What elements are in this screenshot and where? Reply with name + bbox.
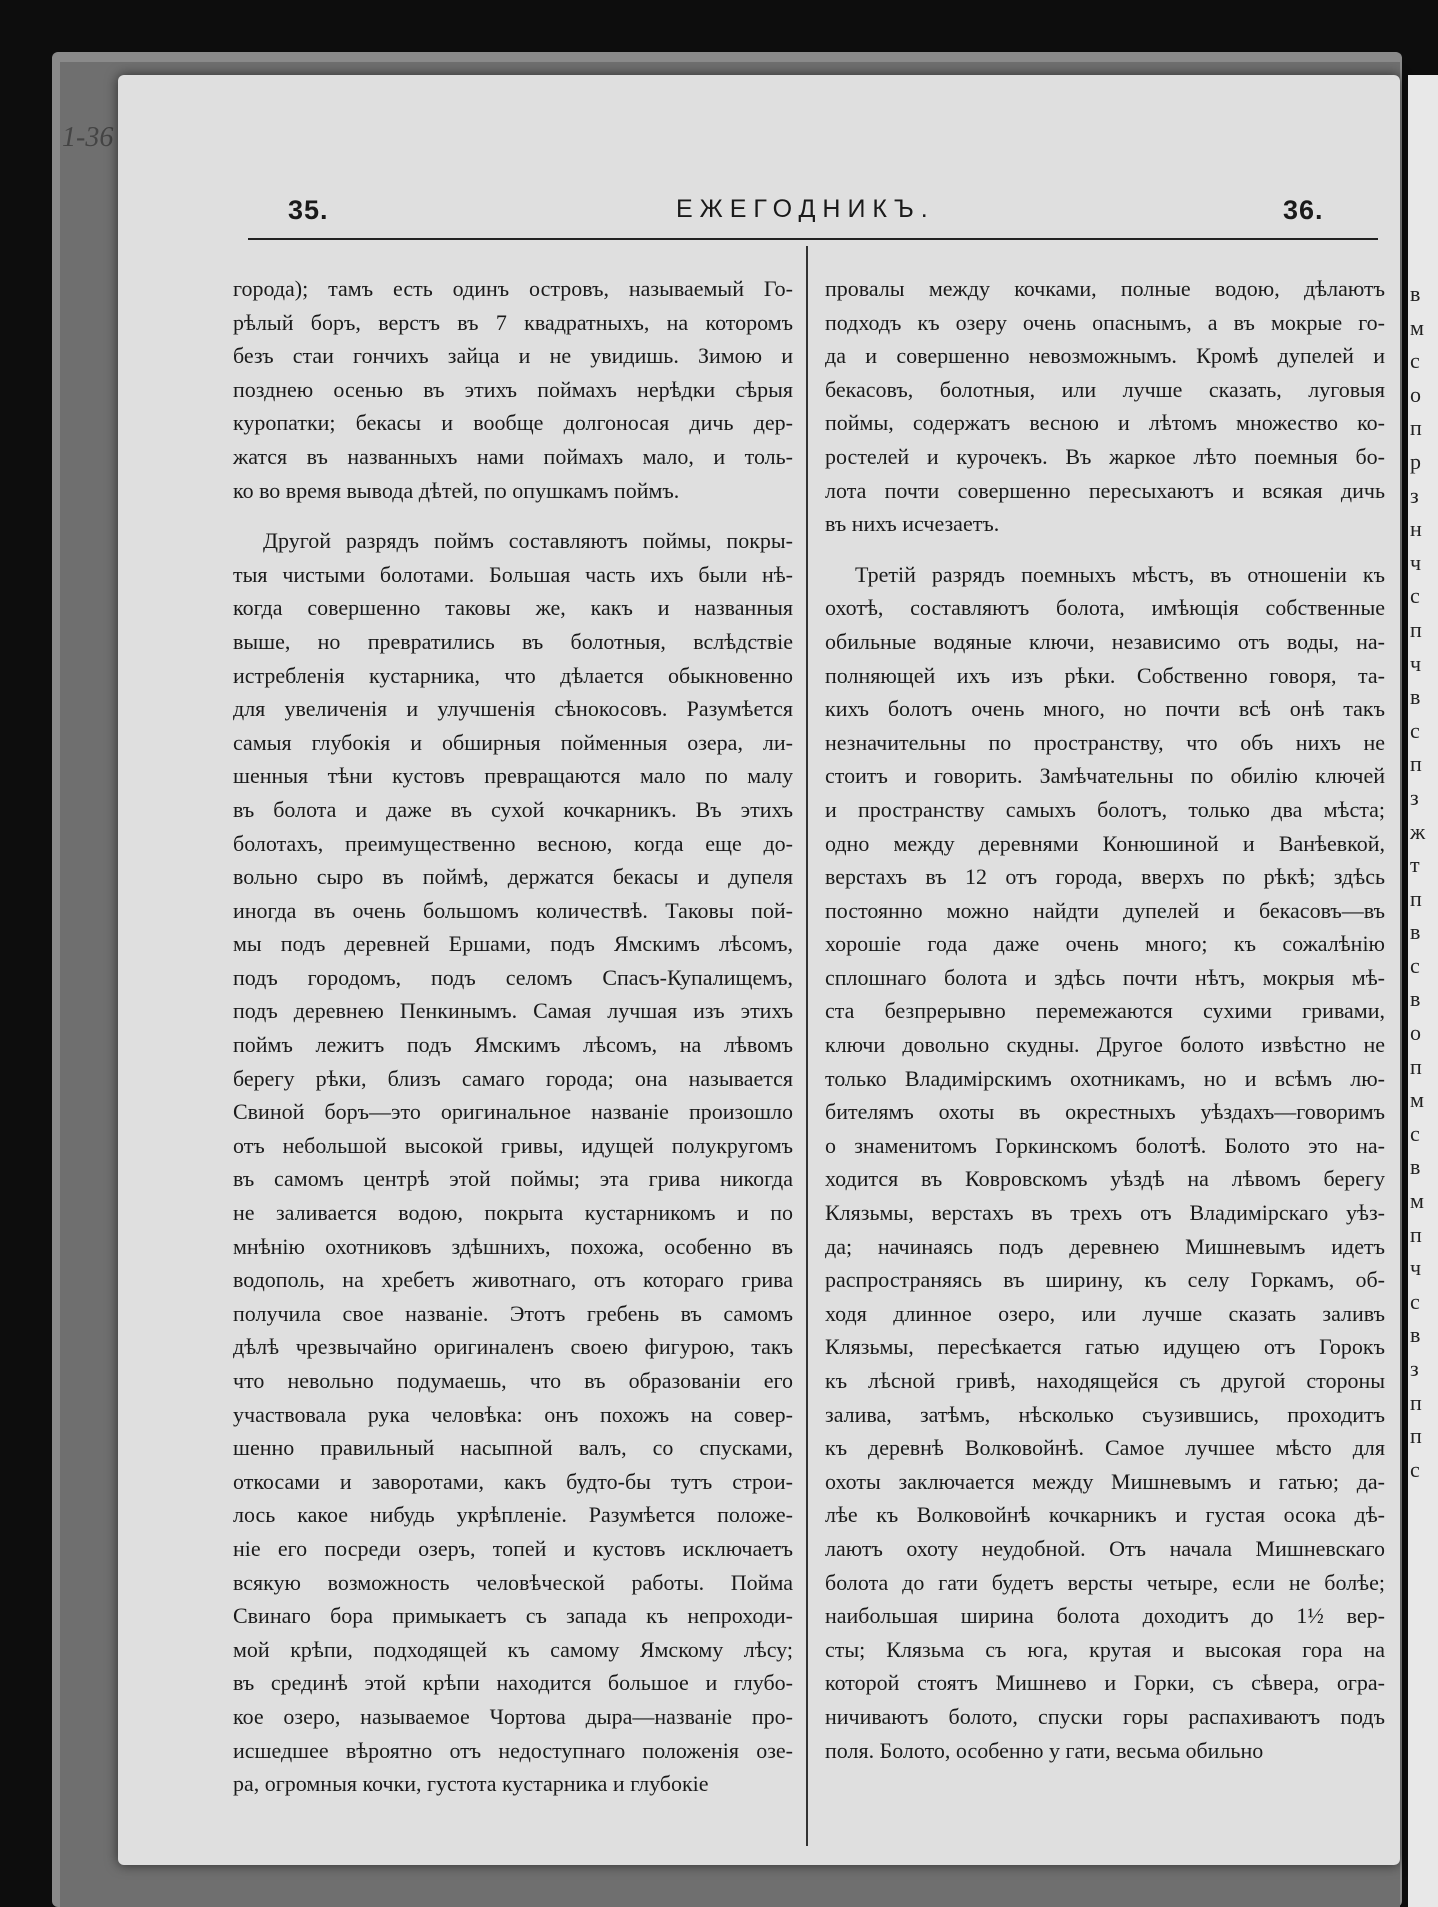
text-line: обильные водяные ключи, независимо отъ воды, на- (825, 628, 1385, 654)
edge-letter: п (1410, 616, 1422, 642)
text-line: всякую возможность человѣческой работы. Пойма (233, 1569, 793, 1595)
header-rule (248, 238, 1378, 240)
edge-letter: в (1410, 986, 1421, 1012)
text-line: распространяясь въ ширину, къ селу Горкамъ, об- (825, 1267, 1385, 1293)
text-line: сплошнаго болота и здѣсь почти нѣтъ, мокрыя мѣ- (825, 964, 1385, 990)
text-line: водополь, на хребетъ животнаго, отъ котораго грива (233, 1267, 793, 1293)
edge-letter: ч (1410, 549, 1422, 575)
text-line: сты; Клязьма съ юга, крутая и высокая гора на (825, 1636, 1385, 1662)
text-line: провалы между кочками, полные водою, дѣлаютъ (825, 276, 1385, 301)
text-line: подходъ къ озеру очень опаснымъ, а въ мокрые го- (825, 309, 1385, 335)
text-line: выше, но превратились въ болотныя, вслѣдствіе (233, 628, 793, 654)
text-line: наибольшая ширина болота доходитъ до 1½ вер- (825, 1603, 1385, 1629)
text-line: Свиной боръ—это оригинальное названіе произошло (233, 1099, 793, 1125)
text-line: поймъ лежитъ подъ Ямскимъ лѣсомъ, на лѣвомъ (233, 1032, 793, 1058)
text-line: о знаменитомъ Горкинскомъ болотѣ. Болото это на- (825, 1132, 1385, 1158)
text-line: дѣлѣ чрезвычайно оригиналенъ своею фигурою, такъ (233, 1334, 793, 1360)
text-line: и пространству самыхъ болотъ, только два мѣста; (825, 796, 1385, 822)
edge-letter: п (1410, 415, 1422, 441)
edge-letter: в (1410, 1322, 1421, 1348)
text-line: бекасовъ, болотныя, или лучше сказать, луговыя (825, 376, 1385, 402)
running-title: ЕЖЕГОДНИКЪ. (676, 195, 935, 223)
text-line: ста безпрерывно перемежаются сухими гривами, (825, 998, 1385, 1024)
edge-letter: н (1410, 516, 1422, 542)
text-line: ніе его посреди озеръ, топей и кустовъ исключаетъ (233, 1535, 793, 1561)
text-line: Клязьмы, верстахъ въ трехъ отъ Владимірскаго уѣз- (825, 1200, 1385, 1226)
text-line: безъ стаи гончихъ зайца и не увидишь. Зимою и (233, 343, 793, 369)
margin-note: 1-36 (62, 122, 114, 153)
edge-letter: с (1410, 1120, 1420, 1146)
text-line: незначительны по пространству, что объ нихъ не (825, 729, 1385, 755)
text-line: полняющей ихъ изъ рѣки. Собственно говоря, та- (825, 662, 1385, 688)
text-line: къ лѣсной гривѣ, находящейся съ другой стороны (825, 1368, 1385, 1393)
text-line: охоты заключается между Мишневымъ и гатью; да- (825, 1468, 1385, 1494)
text-line: постоянно можно найдти дупелей и бекасовъ—въ (825, 897, 1385, 923)
text-line: кихъ болотъ очень много, но почти всѣ онѣ такъ (825, 696, 1385, 722)
text-line: участвовала рука человѣка: онъ похожъ на совер- (233, 1401, 793, 1427)
edge-letter: с (1410, 1288, 1420, 1314)
edge-letter: п (1410, 1389, 1422, 1415)
text-line: въ самомъ центрѣ этой поймы; эта грива никогда (233, 1166, 793, 1192)
right-page-number: 36. (1283, 195, 1324, 225)
text-line: шенныя тѣни кустовъ превращаются мало по малу (233, 763, 793, 789)
text-line: Третій разрядъ поемныхъ мѣстъ, въ отношеніи къ (855, 561, 1385, 587)
edge-letter: з (1410, 1356, 1419, 1381)
text-line: города); тамъ есть одинъ островъ, называемый Го- (233, 276, 793, 301)
text-line: тыя чистыми болотами. Большая часть ихъ были нѣ- (233, 561, 793, 587)
text-line: кое озеро, называемое Чортова дыра—названіе про- (233, 1703, 793, 1729)
text-line: лось какое нибудь укрѣпленіе. Разумѣется положе- (233, 1502, 793, 1528)
text-line: которой стоятъ Мишнево и Горки, съ сѣвера, огра- (825, 1670, 1385, 1696)
text-line: одно между деревнями Конюшиной и Ванѣевкой, (825, 830, 1385, 856)
column-divider (806, 246, 808, 1846)
text-line: ко во время вывода дѣтей, по опушкамъ поймъ. (233, 477, 680, 503)
edge-letter: в (1410, 684, 1421, 710)
text-line: поля. Болото, особенно у гати, весьма обильно (825, 1737, 1264, 1763)
text-line: ра, огромныя кочки, густота кустарника и глубокіе (233, 1771, 709, 1797)
edge-letter: п (1410, 885, 1422, 911)
edge-letter: т (1410, 852, 1420, 878)
text-line: Клязьмы, пересѣкается гатью идущею отъ Горокъ (825, 1334, 1385, 1360)
edge-letter: п (1410, 751, 1422, 777)
edge-letter: п (1410, 1423, 1422, 1449)
text-line: подъ деревнею Пенкинымъ. Самая лучшая изъ этихъ (233, 998, 793, 1024)
text-line: подъ городомъ, подъ селомъ Спасъ-Купалищемъ, (233, 964, 793, 990)
text-line: не заливается водою, покрыта кустарникомъ и по (233, 1200, 793, 1226)
edge-letter: с (1410, 583, 1420, 609)
text-line: въ болота и даже въ сухой кочкарникъ. Въ этихъ (233, 796, 793, 822)
edge-letter: з (1410, 784, 1419, 810)
text-line: откосами и заворотами, какъ будто-бы тутъ строи- (233, 1468, 793, 1494)
text-line: шенно правильный насыпной валъ, со спусками, (233, 1435, 793, 1461)
left-column (233, 272, 793, 1801)
text-line: верстахъ въ 12 отъ города, вверхъ по рѣкѣ; здѣсь (825, 864, 1385, 890)
edge-letter: ч (1410, 1255, 1422, 1281)
text-line: залива, затѣмъ, нѣсколько съузившись, проходитъ (825, 1401, 1385, 1427)
edge-letter: м (1410, 314, 1424, 340)
text-line: мнѣнію охотниковъ здѣшнихъ, похожа, особенно въ (233, 1233, 793, 1259)
text-line: иногда въ очень большомъ количествѣ. Таковы пой- (233, 897, 793, 923)
edge-letter: о (1410, 1020, 1421, 1046)
text-line: для увеличенія и улучшенія сѣнокосовъ. Разумѣется (233, 696, 793, 722)
edge-letter: в (1410, 1154, 1421, 1180)
text-line: получила свое названіе. Этотъ гребень въ самомъ (233, 1300, 793, 1326)
text-line: въ срединѣ этой крѣпи находится большое и глубо- (233, 1670, 793, 1696)
text-line: что невольно подумаешь, что въ образованіи его (233, 1368, 793, 1393)
text-line: лота почти совершенно пересыхаютъ и всякая дичь (825, 477, 1385, 503)
text-line: исшедшее вѣроятно отъ недоступнаго положенія озе- (233, 1737, 793, 1763)
text-line: бителямъ охоты въ окрестныхъ уѣздахъ—говоримъ (825, 1099, 1385, 1125)
edge-letter: ч (1410, 650, 1422, 676)
text-line: истребленія кустарника, что дѣлается обыкновенно (233, 662, 793, 688)
text-line: берегу рѣки, близъ самаго города; она называется (233, 1065, 793, 1091)
text-line: только Владимірскимъ охотникамъ, но и всѣмъ лю- (825, 1065, 1385, 1091)
text-line: стоитъ и говорить. Замѣчательны по обилію ключей (825, 763, 1385, 789)
text-line: да; начинаясь подъ деревнею Мишневымъ идетъ (825, 1233, 1385, 1259)
text-line: болота до гати будетъ версты четыре, если не болѣе; (825, 1569, 1385, 1595)
text-line: ходя длинное озеро, или лучше сказать заливъ (825, 1300, 1385, 1326)
text-line: охотѣ, составляютъ болота, имѣющія собственные (825, 595, 1385, 621)
edge-letter: с (1410, 348, 1420, 374)
edge-letter: с (1410, 717, 1420, 743)
text-line: лаютъ охоту неудобной. Отъ начала Мишневскаго (825, 1535, 1385, 1561)
edge-letter: п (1410, 1221, 1422, 1247)
text-line: ростелей и курочекъ. Въ жаркое лѣто поемныя бо- (825, 443, 1385, 469)
edge-letter: в (1410, 281, 1421, 306)
right-column (825, 272, 1385, 1767)
text-line: ничиваютъ болото, спуски горы распахиваютъ подъ (825, 1703, 1385, 1729)
edge-letter: в (1410, 919, 1421, 945)
text-line: жатся въ названныхъ нами поймахъ мало, и толь- (233, 443, 793, 469)
text-line: вольно сыро въ поймѣ, держатся бекасы и дупеля (233, 864, 793, 890)
text-line: хорошіе года даже очень много; къ сожалѣнію (825, 931, 1385, 957)
edge-letter: о (1410, 381, 1421, 407)
text-line: въ нихъ исчезаетъ. (825, 511, 1000, 537)
text-line: куропатки; бекасы и вообще долгоносая дичь дер- (233, 410, 793, 436)
edge-letter: р (1410, 448, 1421, 474)
edge-letter: з (1410, 482, 1419, 508)
text-line: да и совершенно невозможнымъ. Кромѣ дупелей и (825, 343, 1385, 369)
text-line: рѣлый боръ, верстъ въ 7 квадратныхъ, на которомъ (233, 309, 793, 335)
edge-letter: ж (1410, 818, 1426, 844)
edge-letter: м (1410, 1087, 1424, 1113)
text-line: позднею осенью въ этихъ поймахъ нерѣдки сѣрыя (233, 376, 793, 402)
left-page-number: 35. (288, 195, 329, 225)
text-line: болотахъ, преимущественно весною, когда еще до- (233, 830, 793, 856)
edge-letter: п (1410, 1053, 1422, 1079)
text-line: ходится въ Ковровскомъ уѣздѣ на лѣвомъ берегу (825, 1166, 1385, 1192)
text-line: Свинаго бора примыкаетъ съ запада къ непроходи- (233, 1603, 793, 1629)
text-line: Другой разрядъ поймъ составляютъ поймы, покры- (263, 528, 793, 554)
text-line: ключи довольно скудны. Другое болото извѣстно не (825, 1032, 1385, 1058)
text-line: мы подъ деревней Ершами, подъ Ямскимъ лѣсомъ, (233, 931, 793, 957)
text-line: самыя глубокія и обширныя пойменныя озера, ли- (233, 729, 793, 755)
text-line: поймы, содержатъ весною и лѣтомъ множество ко- (825, 410, 1385, 436)
text-line: когда совершенно таковы же, какъ и названныя (233, 595, 793, 621)
edge-letter: м (1410, 1188, 1424, 1214)
edge-letter: с (1410, 1456, 1420, 1482)
text-line: лѣе къ Волковойнѣ кочкарникъ и густая осока дѣ- (825, 1502, 1385, 1528)
text-line: отъ небольшой высокой гривы, идущей полукругомъ (233, 1132, 793, 1158)
edge-letter: с (1410, 952, 1420, 978)
next-page-edge (1408, 75, 1438, 1907)
text-line: къ деревнѣ Волковойнѣ. Самое лучшее мѣсто для (825, 1435, 1385, 1461)
text-line: мой крѣпи, подходящей къ самому Ямскому лѣсу; (233, 1636, 793, 1662)
